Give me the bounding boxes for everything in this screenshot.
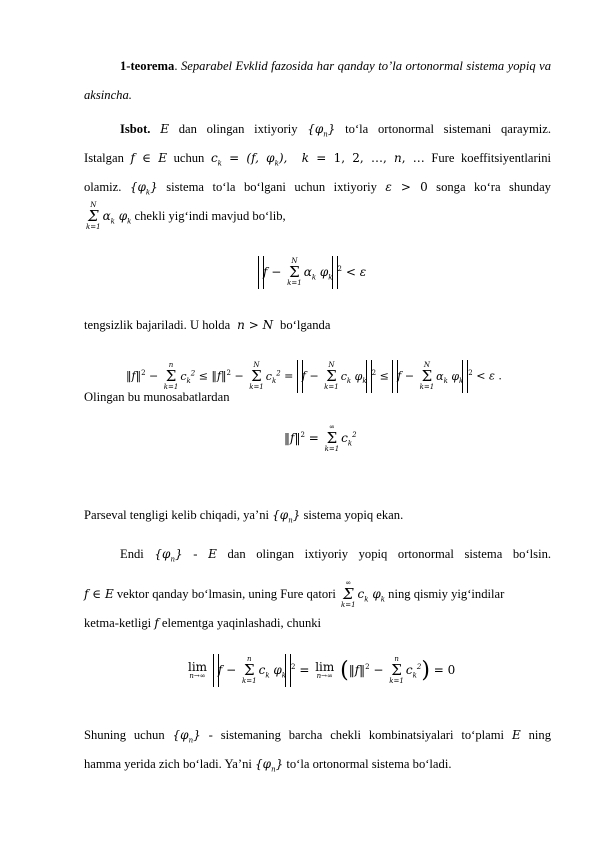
converse-line-2: f ∈ E vektor qanday bo‘lmasin, uning Fure qatori ∞ Σ k=1 $c_k$ $\varphi_k$ ning qismiy yig‘indilar — [84, 579, 505, 609]
limit-equality: lim n→∞ f − n Σ k=1 $c_k$ $\varphi_k^2$ = lim n→∞ (‖f‖$^2$ − n Σ k=1 $c_k^2) = 0$ — [188, 655, 456, 685]
math-E-2: E — [208, 547, 217, 561]
math-phi-n-set-2: $\{\varphi_n\}$ — [272, 508, 301, 525]
proof-line-5: tengsizlik bajariladi. U holda n > N bo‘lganda — [84, 318, 331, 332]
math-phi-n-set-5: $\{\varphi_n\}$ — [255, 757, 284, 774]
math-fourier-series: ∞ Σ k=1 $c_k$ $\varphi_k$ — [340, 579, 385, 609]
theorem-statement: Separabel Evklid fazosida har qanday to’la ortonormal sistema yopiq va aksincha. — [84, 59, 552, 102]
math-fourier-coef: $c_k = (f$, $\varphi_k$), k = 1, 2, …, n, … — [210, 151, 425, 168]
math-phi-set: $\{\varphi_n\}$ — [307, 122, 336, 139]
math-phi-k-set: $\{\varphi_k\}$ — [129, 180, 158, 197]
converse-line-3: ketma-ketligi f elementga yaqinlashadi, chunki — [84, 616, 322, 630]
math-phi-n-set-3: $\{\varphi_n\}$ — [154, 547, 183, 564]
math-f: f — [154, 616, 159, 630]
proof-line-3: olamiz. $\{\varphi_k\}$ sistema to‘la bo‘lgani uchun ixtiyoriy ε > 0 songa ko‘ra shunday — [84, 180, 551, 197]
proof-label: Isbot. — [120, 122, 151, 136]
converse-line-5: hamma yerida zich bo‘ladi. Ya’ni $\{\varphi_n\}$ to‘la ortonormal sistema bo‘ladi. — [84, 757, 452, 774]
converse-line-4: Shuning uchun $\{\varphi_n\}$ - sistemaning barcha chekli kombinatsiyalari to‘plami E ning — [84, 728, 551, 745]
proof-line-2: Istalgan f ∈ E uchun $c_k = (f$, $\varphi_k$), k = 1, 2, …, n, … Fure koeffitsiyentlarini — [84, 151, 552, 168]
math-eps-pos: ε > 0 — [385, 180, 428, 194]
math-phi-n-set-4: $\{\varphi_n\}$ — [172, 728, 201, 745]
approx-inequality: f − N Σ k=1 $\alpha_k$ $\varphi_k^2 < \varepsilon$ — [258, 258, 366, 287]
proof-line-6: Olingan bu munosabatlardan — [84, 390, 230, 404]
math-finite-sum: N Σ k=1 $\alpha_k$ $\varphi_k$ — [86, 201, 132, 231]
proof-line-1: Isbot. E dan olingan ixtiyoriy $\{\varphi_n\}$ to‘la ortonormal sistemani qaraymiz. — [120, 122, 551, 139]
math-f-in-E-2: f ∈ E — [84, 587, 114, 601]
proof-line-7: Parseval tengligi kelib chiqadi, ya’ni $\{\varphi_n\}$ sistema yopiq ekan. — [84, 508, 404, 525]
parseval-equality: ‖f‖$^2$ = ∞ Σ k=1 $c_k^2$ — [284, 423, 357, 453]
math-f-in-E: f ∈ E — [130, 151, 167, 165]
math-E: E — [160, 122, 169, 136]
math-E-3: E — [511, 728, 521, 742]
theorem-paragraph: 1-teorema. Separabel Evklid fazosida har qanday to’la ortonormal sistema yopiq va aksincha. — [84, 59, 552, 102]
chain-inequality: ‖f‖$^2$ − n Σ k=1 $c_k^2$ ≤ ‖f‖$^2$ − N Σ k=1 $c_k^2 = f$ − N Σ k=1 $c_k$ $\varphi_k^2 \le f$ − N Σ k=1 $\alpha_k$ $\varphi_k^2 < \varepsilon$ . — [126, 361, 502, 391]
math-n-gt-N: n > N — [233, 318, 277, 332]
proof-line-4: N Σ k=1 $\alpha_k$ $\varphi_k$ chekli yig‘indi mavjud bo‘lib, — [86, 201, 286, 231]
theorem-label: 1-teorema — [120, 59, 175, 73]
converse-line-1: Endi $\{\varphi_n\}$ - E dan olingan ixtiyoriy yopiq ortonormal sistema bo‘lsin. — [120, 547, 552, 564]
